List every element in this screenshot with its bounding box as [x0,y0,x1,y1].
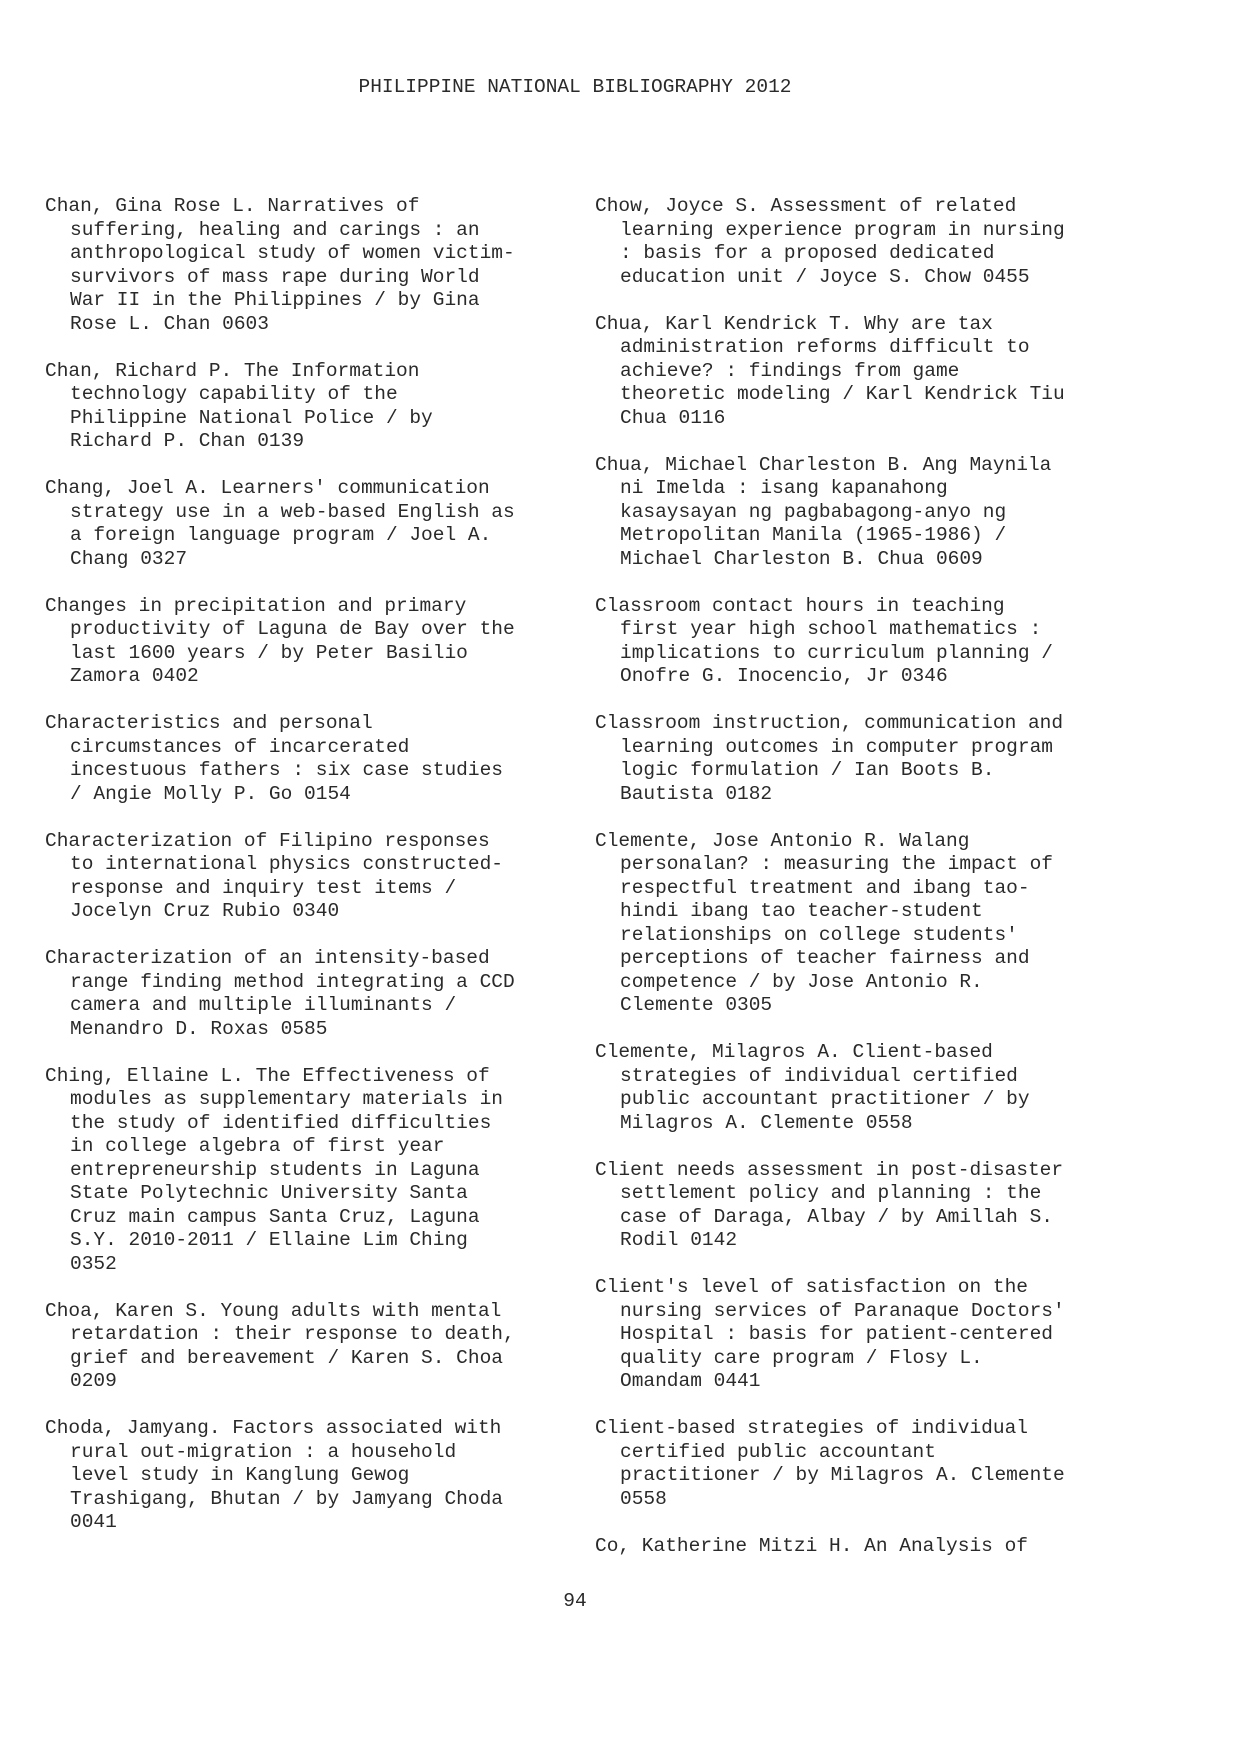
bibliography-entry: Characterization of an intensity-based range finding method integrating a CCD camera and multiple illuminants / Menandro D. Roxas 0585 [45,947,515,1040]
bibliography-entry: Classroom contact hours in teaching first year high school mathematics : implications to curriculum planning / Onofre G. Inocencio, Jr 0346 [595,594,1053,687]
bibliography-entry: Client needs assessment in post-disaster settlement policy and planning : the case of Daraga, Albay / by Amillah S. Rodil 0142 [595,1158,1064,1251]
bibliography-entry: Chang, Joel A. Learners' communication strategy use in a web-based English as a foreign language program / Joel A. Chang 0327 [45,477,515,570]
bibliography-entry: Chow, Joyce S. Assessment of related learning experience program in nursing : basis for a proposed dedicated education unit / Joyce S. Chow 0455 [595,195,1065,288]
page-number: 94 [563,1590,587,1612]
bibliography-entry: Chua, Karl Kendrick T. Why are tax administration reforms difficult to achieve? : findings from game theoretic modeling / Karl Kendrick Tiu Chua 0116 [595,312,1065,429]
bibliography-entry: Clemente, Jose Antonio R. Walang personalan? : measuring the impact of respectful treatment and ibang tao- hindi ibang tao teacher-student relationships on college students' perceptions of teacher fairness and competence / by Jose Antonio R. Clemente 0305 [595,829,1053,1016]
bibliography-entry: Classroom instruction, communication and learning outcomes in computer program logic formulation / Ian Boots B. Bautista 0182 [595,712,1064,805]
bibliography-entry: Choa, Karen S. Young adults with mental retardation : their response to death, grief and bereavement / Karen S. Choa 0209 [45,1299,515,1392]
bibliography-entry: Characterization of Filipino responses to international physics constructed- response and inquiry test items / Jocelyn Cruz Rubio 0340 [45,829,503,922]
bibliography-entry: Characteristics and personal circumstances of incarcerated incestuous fathers : six case studies / Angie Molly P. Go 0154 [45,712,503,805]
bibliography-entry: Changes in precipitation and primary productivity of Laguna de Bay over the last 1600 years / by Peter Basilio Zamora 0402 [45,594,515,687]
bibliography-entry: Chan, Gina Rose L. Narratives of suffering, healing and carings : an anthropological study of women victim- survivors of mass rape during World War II in the Philippines / by Gina Rose L. Chan 0603 [45,195,515,335]
bibliography-entry: Choda, Jamyang. Factors associated with rural out-migration : a household level study in Kanglung Gewog Trashigang, Bhutan / by Jamyang Choda 0041 [45,1417,503,1533]
bibliography-entry: Chan, Richard P. The Information technology capability of the Philippine National Police / by Richard P. Chan 0139 [45,359,433,452]
left-column [45,195,565,1558]
right-column [595,195,1135,1582]
bibliography-entry: Ching, Ellaine L. The Effectiveness of modules as supplementary materials in the study of identified difficulties in college algebra of first year entrepreneurship students in Laguna State Polytechnic University Santa Cruz main campus Santa Cruz, Laguna S.Y. 2010-2011 / Ellaine Lim Ching 0352 [45,1064,503,1275]
page-header: PHILIPPINE NATIONAL BIBLIOGRAPHY 2012 [358,76,792,98]
bibliography-entry: Co, Katherine Mitzi H. An Analysis of [595,1534,1028,1557]
bibliography-entry: Client's level of satisfaction on the nursing services of Paranaque Doctors' Hospital : basis for patient-centered quality care program / Flosy L. Omandam 0441 [595,1276,1065,1392]
bibliography-entry: Chua, Michael Charleston B. Ang Maynila ni Imelda : isang kapanahong kasaysayan ng pagbabagong-anyo ng Metropolitan Manila (1965-1986) / Michael Charleston B. Chua 0609 [595,453,1052,570]
bibliography-entry: Clemente, Milagros A. Client-based strategies of individual certified public accountant practitioner / by Milagros A. Clemente 0558 [595,1041,1030,1134]
bibliography-entry: Client-based strategies of individual certified public accountant practitioner / by Milagros A. Clemente 0558 [595,1417,1065,1510]
